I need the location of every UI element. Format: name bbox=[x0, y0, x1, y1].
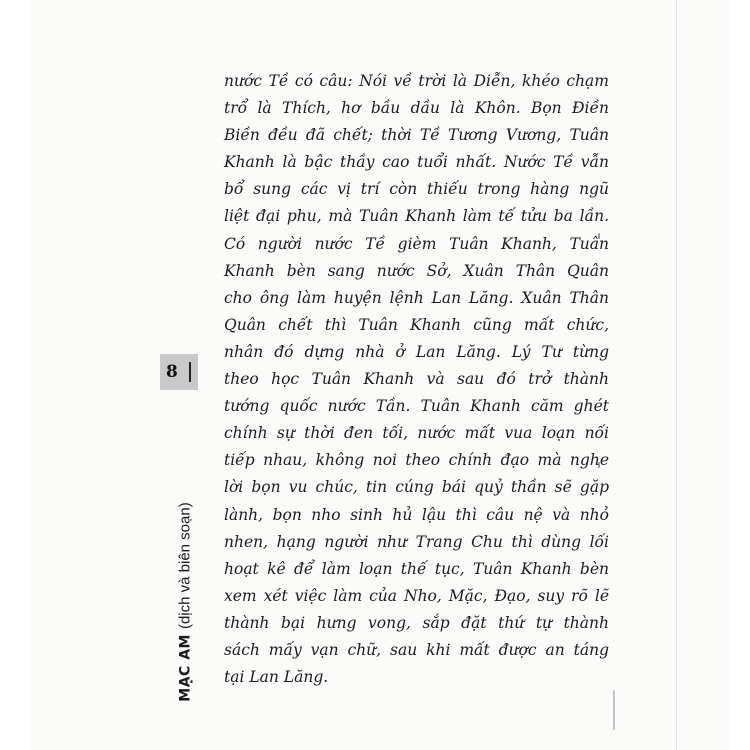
text-line: Khanh bèn sang nước Sở, Xuân Thân Quân bbox=[224, 261, 609, 280]
text-line: Có người nước Tề gièm Tuân Khanh, Tuân bbox=[224, 234, 609, 253]
text-line: nhân đó dựng nhà ở Lan Lăng. Lý Tư từng bbox=[224, 342, 609, 361]
text-line: theo học Tuân Khanh và sau đó trở thành bbox=[224, 370, 609, 389]
body-paragraph bbox=[224, 68, 609, 691]
text-line: bổ sung các vị trí còn thiếu trong hàng ngũ bbox=[224, 180, 609, 199]
text-line: xem xét việc làm của Nho, Mặc, Đạo, suy rõ lẽ bbox=[224, 586, 609, 605]
text-line: nước Tề có câu: Nói về trời là Diễn, khéo chạm bbox=[224, 72, 609, 90]
text-line: cho ông làm huyện lệnh Lan Lăng. Xuân Thân bbox=[224, 288, 609, 307]
text-line: Khanh là bậc thầy cao tuổi nhất. Nước Tề vẫn bbox=[224, 153, 609, 172]
running-header bbox=[177, 502, 194, 701]
scan-speck bbox=[613, 690, 615, 730]
page-edge-divider bbox=[676, 0, 677, 750]
text-line: hoạt kê để làm loạn thế tục, Tuân Khanh bèn bbox=[224, 559, 609, 578]
credit-note: (dịch và biên soạn) bbox=[176, 502, 194, 630]
text-line: liệt đại phu, mà Tuân Khanh làm tế tửu ba lần. bbox=[224, 207, 609, 226]
text-line: Biền đều đã chết; thời Tề Tương Vương, Tuân bbox=[224, 126, 609, 145]
page-number-separator bbox=[189, 362, 191, 382]
text-line: Quân chết thì Tuân Khanh cũng mất chức, bbox=[224, 315, 609, 334]
page-number: 8 bbox=[166, 362, 178, 382]
text-line: thành bại hưng vong, sắp đặt thứ tự thành bbox=[224, 613, 609, 632]
text-line: lời bọn vu chúc, tin cúng bái quỷ thần sẽ gặp bbox=[224, 478, 609, 497]
text-line: tiếp nhau, không noi theo chính đạo mà nghe bbox=[224, 451, 609, 470]
text-line: lành, bọn nho sinh hủ lậu thì câu nệ và nhỏ bbox=[224, 505, 609, 524]
text-line: tại Lan Lăng. bbox=[224, 668, 329, 687]
text-line: nhen, hạng người như Trang Chu thì dùng lối bbox=[224, 532, 609, 551]
text-line: sách mấy vạn chữ, sau khi mất được an táng bbox=[224, 640, 609, 659]
author-name: MẠC AM bbox=[177, 634, 194, 702]
text-line: chính sự thời đen tối, nước mất vua loạn nối bbox=[224, 424, 609, 443]
text-line: tướng quốc nước Tần. Tuân Khanh căm ghét bbox=[224, 397, 609, 416]
text-line: trổ là Thích, hơ bầu dầu là Khôn. Bọn Điền bbox=[224, 99, 609, 118]
